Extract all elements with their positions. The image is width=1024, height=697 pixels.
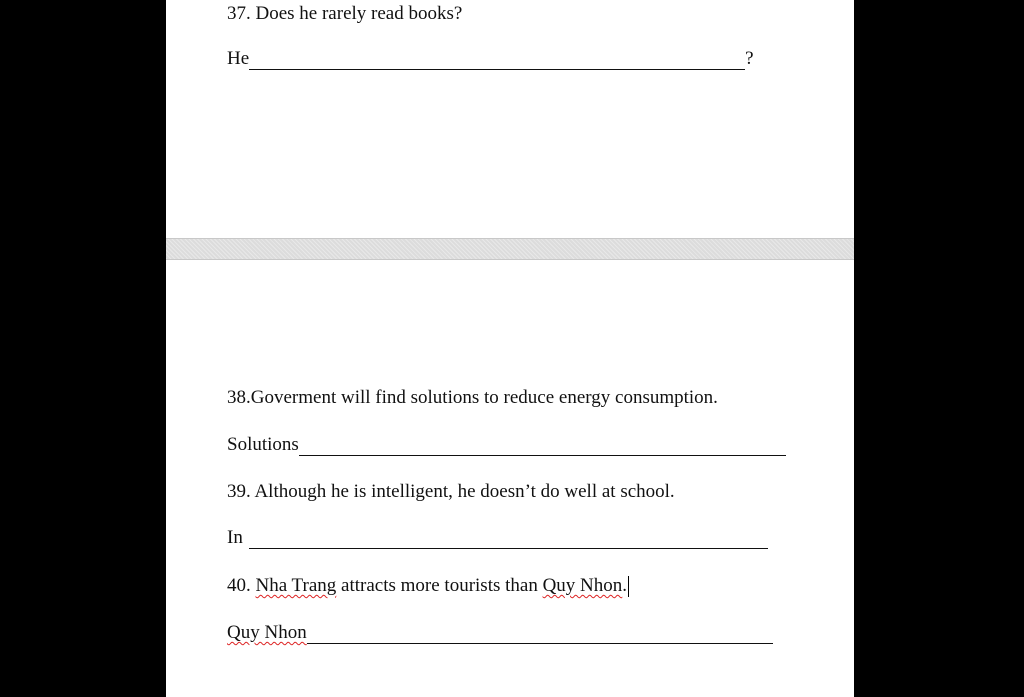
text-cursor	[628, 576, 629, 597]
answer-line-40[interactable]	[227, 622, 773, 644]
answer-38-blank[interactable]	[299, 437, 786, 456]
question-37-text[interactable]: 37. Does he rarely read books?	[227, 3, 463, 24]
answer-39-blank[interactable]	[249, 530, 768, 549]
answer-line-39[interactable]	[227, 527, 768, 549]
question-40-end[interactable]: .	[622, 575, 628, 596]
question-39[interactable]	[227, 481, 675, 503]
question-38-text[interactable]: 38.Goverment will find solutions to reduce energy consumption.	[227, 387, 718, 408]
answer-37-blank[interactable]	[249, 51, 745, 70]
answer-38-prefix[interactable]: Solutions	[227, 434, 299, 455]
question-40-number[interactable]: 40.	[227, 575, 251, 596]
answer-37-suffix[interactable]: ?	[745, 48, 754, 69]
answer-line-38[interactable]	[227, 434, 786, 456]
answer-40-blank[interactable]	[307, 625, 773, 644]
answer-37-prefix[interactable]: He	[227, 48, 250, 69]
answer-40-prefix[interactable]: Quy Nhon	[227, 622, 307, 643]
answer-line-37[interactable]	[227, 48, 754, 70]
question-39-text[interactable]: 39. Although he is intelligent, he doesn’t do well at school.	[227, 481, 675, 502]
spell-flagged-quy-nhon[interactable]: Quy Nhon	[542, 575, 623, 596]
question-40-middle[interactable]: attracts more tourists than	[341, 575, 538, 596]
page-break-gap	[166, 238, 854, 260]
question-38[interactable]	[227, 387, 718, 409]
document-page-top	[166, 0, 854, 238]
question-37[interactable]	[227, 3, 462, 25]
spell-flagged-nha-trang[interactable]: Nha Trang	[255, 575, 337, 596]
question-40[interactable]	[227, 575, 629, 597]
answer-39-prefix[interactable]: In	[227, 527, 243, 548]
